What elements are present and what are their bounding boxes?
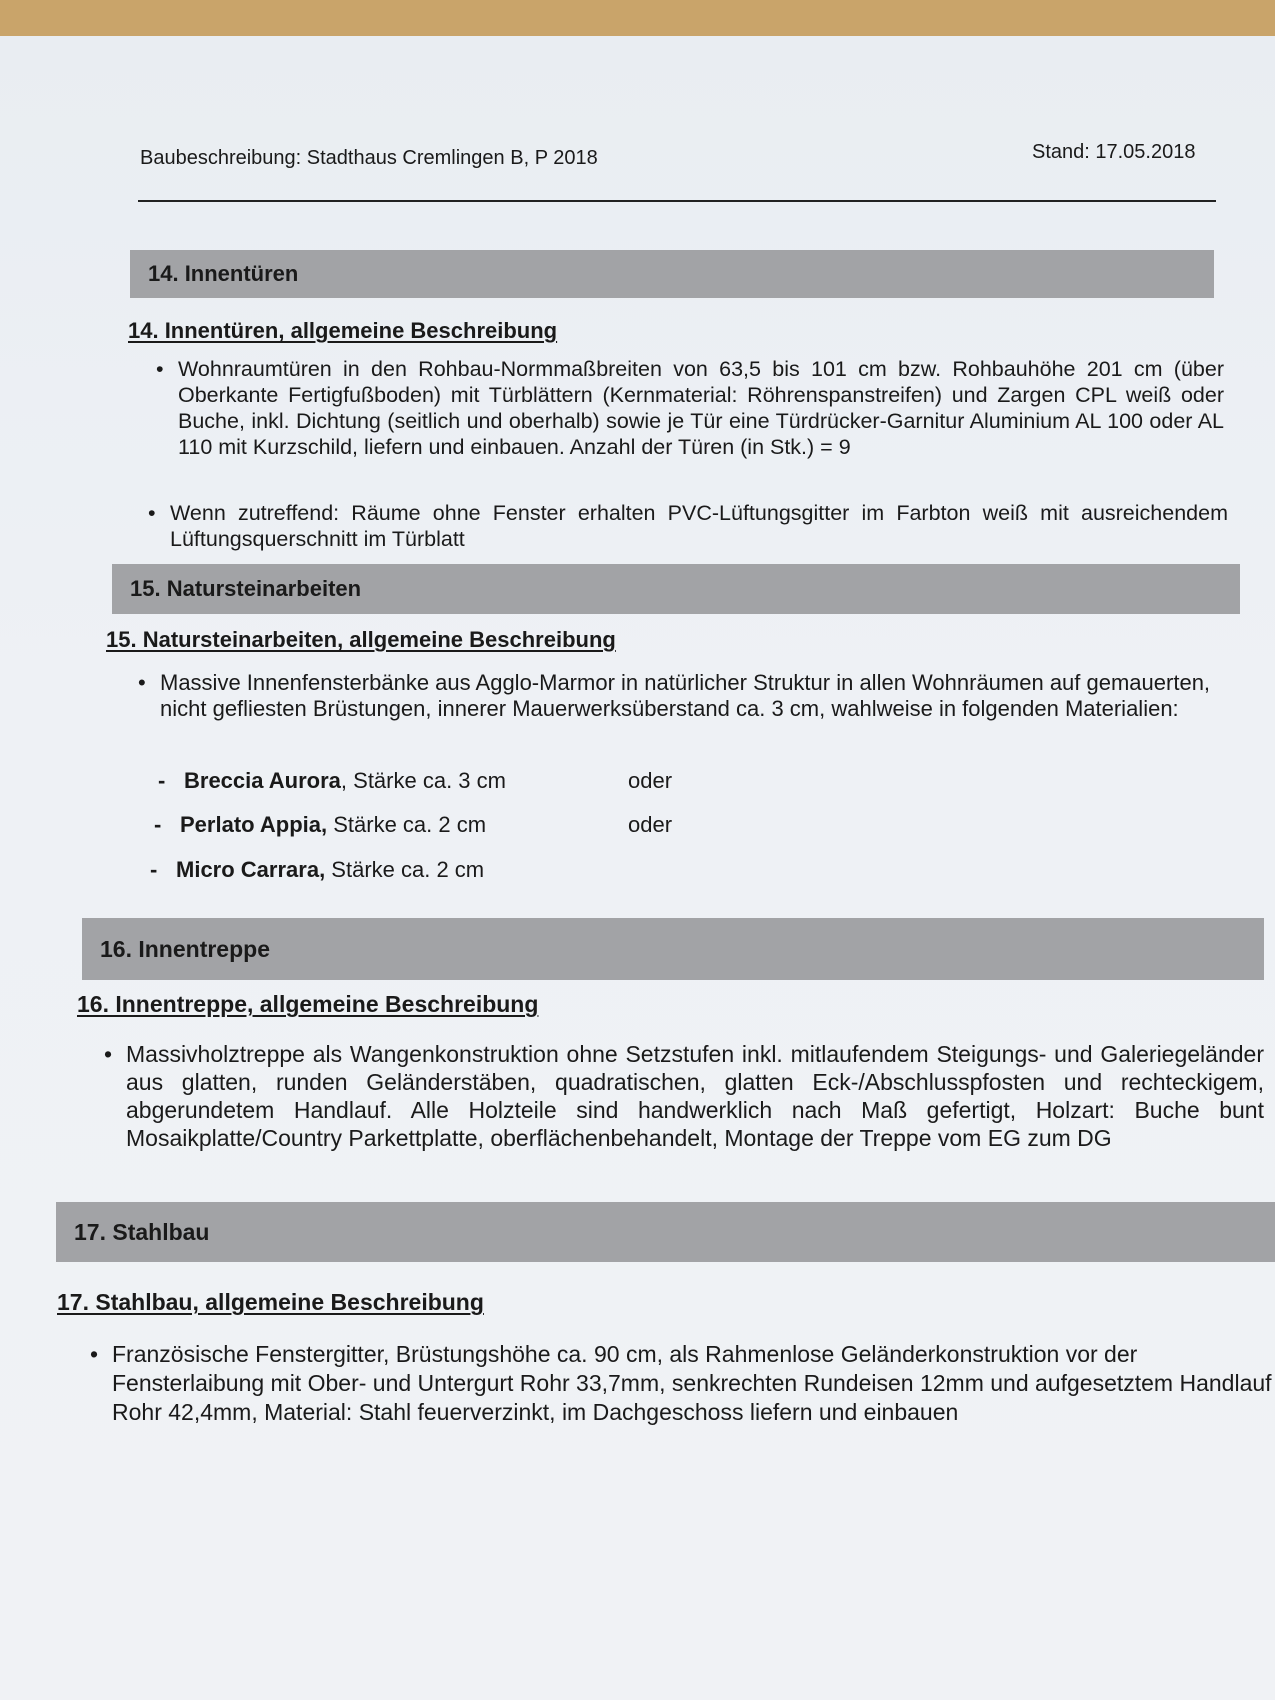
material-item: [154, 812, 487, 838]
dash-icon: -: [154, 812, 162, 837]
section-bar-16: [82, 918, 1264, 980]
dash-icon: -: [158, 768, 166, 793]
sub-heading-17: 17. Stahlbau, allgemeine Beschreibung: [57, 1289, 484, 1315]
header-divider: [138, 200, 1216, 202]
bullet-icon: •: [90, 1341, 99, 1367]
document-date: Stand: 17.05.2018: [1032, 141, 1196, 163]
section-bar-17: [56, 1202, 1275, 1262]
material-item: [158, 768, 506, 794]
material-name: Perlato Appia,: [180, 812, 328, 837]
bullet-item: [156, 356, 1224, 460]
section-heading: 14. Innentüren: [148, 261, 299, 286]
document-title: Baubeschreibung: Stadthaus Cremlingen B, P 2018: [140, 147, 598, 169]
bullet-item: [90, 1340, 1275, 1427]
dash-icon: -: [150, 857, 158, 882]
material-option-suffix: oder: [628, 812, 673, 837]
section-bar-14: [130, 250, 1214, 298]
material-name: Breccia Aurora: [184, 768, 341, 793]
section-heading: 15. Natursteinarbeiten: [130, 576, 362, 601]
bullet-text: Massivholztreppe als Wangenkonstruktion ohne Setzstufen inkl. mitlaufendem Steigungs- und Galeriegeländer aus glatten, runden Geländerstäben, quadratischen, glatten Eck-/Abschlusspfosten und rechteckigem, abgerundetem Handlauf. Alle Holzteile sind handwerklich nach Maß gefertigt, Holzart: Buche bunt Mosaikplatte/Country Parkettplatte, oberflächenbehandelt, Montage der Treppe vom EG zum DG: [126, 1041, 1264, 1151]
material-option-suffix: oder: [628, 768, 673, 793]
sub-heading-15: 15. Natursteinarbeiten, allgemeine Beschreibung: [106, 627, 616, 652]
bullet-item: [138, 670, 1220, 722]
bullet-icon: •: [148, 501, 156, 525]
bullet-icon: •: [138, 670, 146, 695]
bullet-text: Massive Innenfensterbänke aus Agglo-Marmor in natürlicher Struktur in allen Wohnräumen auf gemauerten, nicht gefliesten Brüstungen, innerer Mauerwerksüberstand ca. 3 cm, wahlweise in folgenden Materialien:: [160, 670, 1211, 721]
material-name: Micro Carrara,: [176, 857, 326, 882]
bullet-text: Wenn zutreffend: Räume ohne Fenster erhalten PVC-Lüftungsgitter im Farbton weiß mit ausreichendem Lüftungsquerschnitt im Türblatt: [170, 501, 1228, 551]
material-detail: Stärke ca. 2 cm: [325, 857, 485, 882]
section-heading: 17. Stahlbau: [74, 1218, 210, 1245]
material-detail: , Stärke ca. 3 cm: [340, 768, 506, 793]
section-heading: 16. Innentreppe: [100, 935, 270, 962]
section-bar-15: [112, 564, 1240, 614]
bullet-item: [148, 500, 1228, 552]
material-item: [150, 857, 485, 883]
bullet-text: Französische Fenstergitter, Brüstungshöhe ca. 90 cm, als Rahmenlose Geländerkonstruktion vor der Fensterlaibung mit Ober- und Untergurt Rohr 33,7mm, senkrechten Rundeisen 12mm und aufgesetztem Handlauf Rohr 42,4mm, Material: Stahl feuerverzinkt, im Dachgeschoss liefern und einbauen: [112, 1341, 1272, 1425]
sub-heading-14: 14. Innentüren, allgemeine Beschreibung: [128, 318, 558, 343]
bullet-item: [104, 1040, 1264, 1152]
bullet-icon: •: [104, 1041, 113, 1067]
bullet-icon: •: [156, 357, 164, 381]
bullet-text: Wohnraumtüren in den Rohbau-Normmaßbreiten von 63,5 bis 101 cm bzw. Rohbauhöhe 201 cm (über Oberkante Fertigfußboden) mit Türblättern (Kernmaterial: Röhrenspanstreifen) und Zargen CPL weiß oder Buche, inkl. Dichtung (seitlich und oberhalb) sowie je Tür eine Türdrücker-Garnitur Aluminium AL 100 oder AL 110 mit Kurzschild, liefern und einbauen. Anzahl der Türen (in Stk.) = 9: [178, 357, 1224, 459]
material-detail: Stärke ca. 2 cm: [327, 812, 487, 837]
sub-heading-16: 16. Innentreppe, allgemeine Beschreibung: [77, 991, 539, 1017]
